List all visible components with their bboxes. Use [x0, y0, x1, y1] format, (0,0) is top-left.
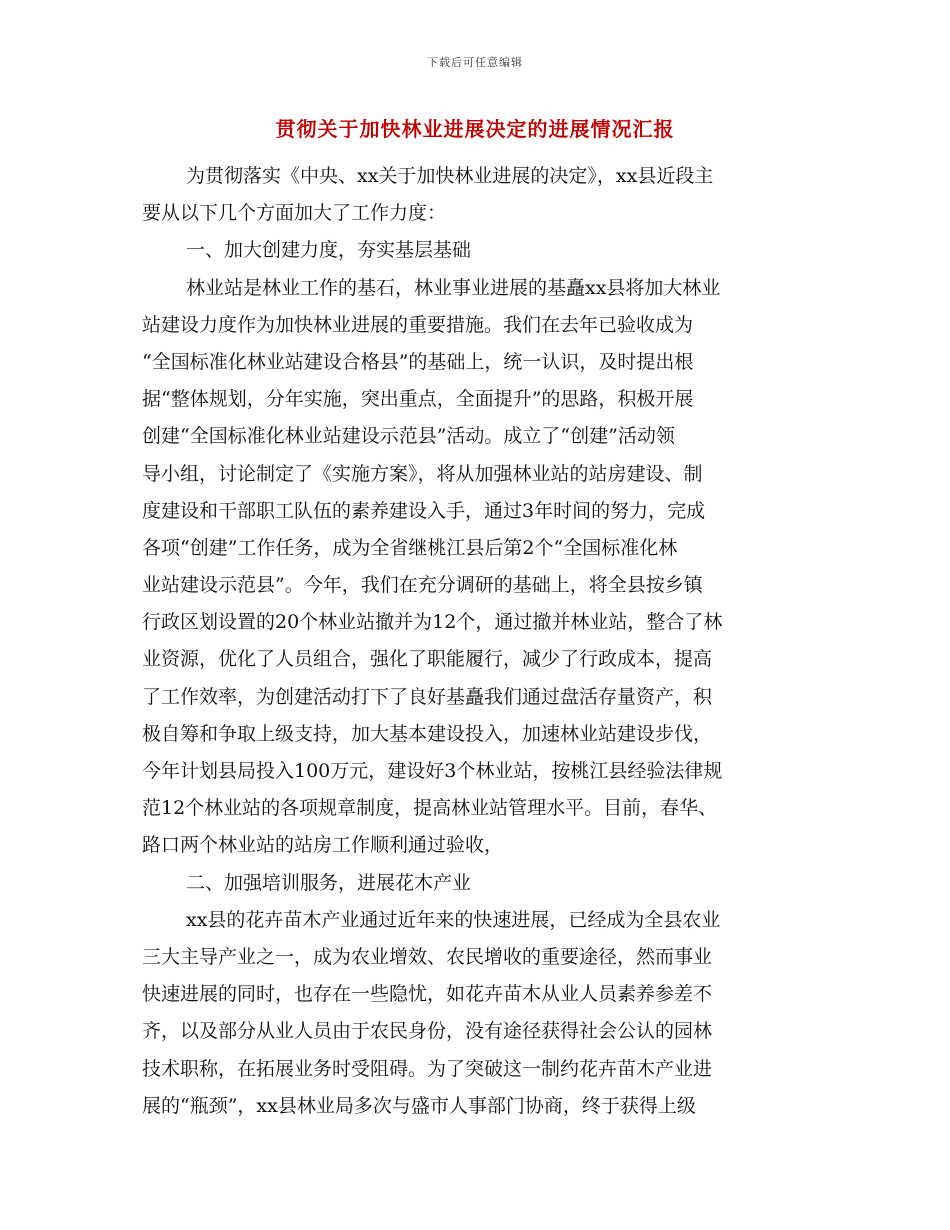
body-line: 导小组，讨论制定了《实施方案》，将从加强林业站的站房建设、制 [142, 462, 703, 485]
body-line: 行政区划设置的20个林业站撤并为12个，通过撤并林业站，整合了林 [142, 611, 723, 634]
body-line: 今年计划县局投入100万元，建设好3个林业站，按桃江县经验法律规 [142, 760, 723, 782]
body-line: 路口两个林业站的站房工作顺利通过验收， [142, 834, 504, 857]
document-title: 贯彻关于加快林业进展决定的进展情况汇报 [275, 117, 675, 141]
body-line: 为贯彻落实《中央、xx关于加快林业进展的决定》，xx县近段主 [186, 165, 714, 187]
body-line: 三大主导产业之一，成为农业增效、农民增收的重要途径，然而事业 [142, 945, 713, 968]
body-line: 业资源，优化了人员组合，强化了职能履行，减少了行政成本，提高 [142, 648, 713, 671]
body-line: 齐，以及部分从业人员由于农民身份，没有途径获得社会公认的园林 [142, 1020, 713, 1043]
body-line: xx县的花卉苗木产业通过近年来的快速进展，已经成为全县农业 [186, 908, 721, 931]
body-line: 创建“全国标准化林业站建设示范县”活动。成立了“创建”活动领 [142, 425, 675, 448]
document-body [142, 158, 812, 1125]
body-line: 范12个林业站的各项规章制度，提高林业站管理水平。目前，春华、 [142, 797, 718, 820]
body-line: 要从以下几个方面加大了工作力度： [142, 202, 447, 225]
body-line: 二、加强培训服务，进展花木产业 [186, 871, 472, 894]
body-line: “全国标准化林业站建设合格县”的基础上，统一认识，及时提出根 [142, 350, 694, 373]
body-line: 站建设力度作为加快林业进展的重要措施。我们在去年已验收成为 [142, 313, 694, 336]
header-note: 下载后可任意编辑 [427, 56, 523, 69]
body-line: 了工作效率，为创建活动打下了良好基矗我们通过盘活存量资产，积 [142, 685, 713, 708]
body-line: 林业站是林业工作的基石，林业事业进展的基矗xx县将加大林业 [186, 276, 721, 299]
body-line: 极自筹和争取上级支持，加大基本建设投入，加速林业站建设步伐， [142, 722, 713, 745]
body-line: 业站建设示范县”。今年，我们在充分调研的基础上，将全县按乡镇 [142, 574, 703, 597]
body-line: 技术职称，在拓展业务时受阻碍。为了突破这一制约花卉苗木产业进 [142, 1057, 713, 1080]
body-line: 据“整体规划，分年实施，突出重点，全面提升”的思路，积极开展 [142, 388, 694, 411]
body-line: 各项“创建”工作任务，成为全省继桃江县后第2个“全国标准化林 [142, 536, 678, 559]
body-line: 一、加大创建力度，夯实基层基础 [186, 239, 472, 262]
body-line: 度建设和干部职工队伍的素养建设入手，通过3年时间的努力，完成 [142, 499, 706, 522]
body-line: 展的“瓶颈”，xx县林业局多次与盛市人事部门协商，终于获得上级 [142, 1094, 696, 1117]
body-line: 快速进展的同时，也存在一些隐忧，如花卉苗木从业人员素养参差不 [142, 983, 713, 1006]
